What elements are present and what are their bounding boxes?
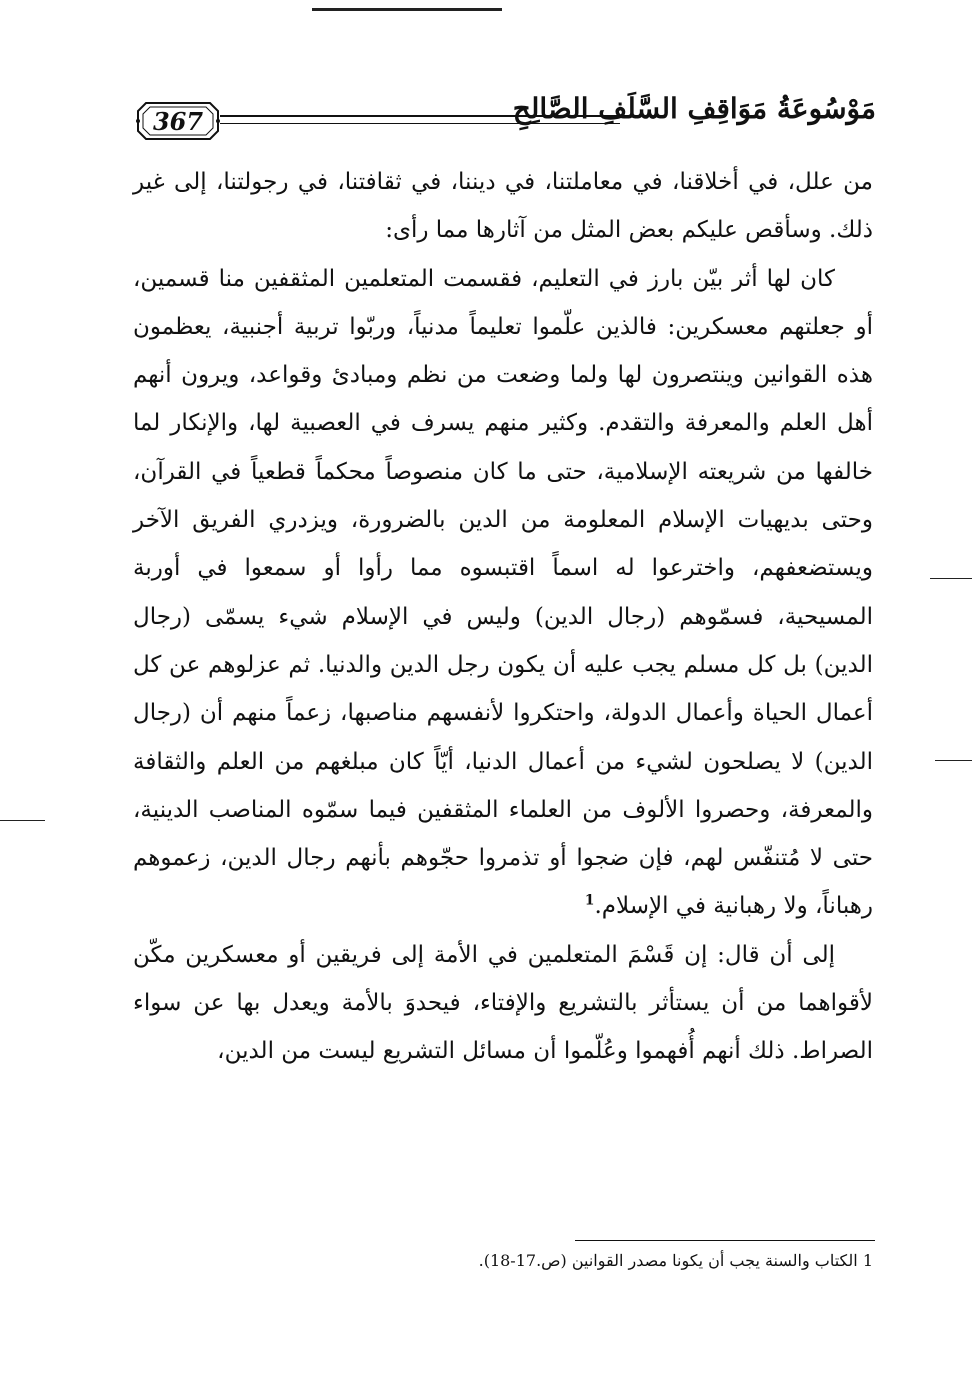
page-number: 367: [152, 106, 204, 136]
paragraph-1: من علل، في أخلاقنا، في معاملتنا، في ديننا، في ثقافتنا، في رجولتنا، إلى غير ذلك. وسأقص عليكم بعض المثل من آثارها مما رأى:: [133, 169, 873, 244]
body-text: [133, 158, 873, 1076]
running-title: مَوْسُوعَةُ مَوَاقِفِ السَّلَفِ الصَّالِحِ: [512, 92, 876, 125]
scan-mark-right: [930, 578, 972, 579]
scan-mark-right-2: [935, 760, 972, 761]
page-header: [128, 90, 876, 156]
scan-mark-top: [312, 8, 502, 11]
footnote: [479, 1251, 873, 1270]
paragraph-2-text: كان لها أثر بيّن بارز في التعليم، فقسمت المتعلمين المثقفين منا قسمين، أو جعلتهم معسكرين: فالذين علّموا تعليماً مدنياً، وربّوا تربية أجنبية، يعظمون هذه القوانين وينتصرون لها ولما وضعت من نظم ومبادئ وقواعد، ويرون أنهم أهل العلم والمعرفة والتقدم. وكثير منهم يسرف في العصبية لها، والإنكار لما خالفها من شريعته الإسلامية، حتى ما كان منصوصاً محكماً قطعياً في القرآن، وحتى بديهيات الإسلام المعلومة من الدين بالضرورة، ويزدري الفريق الآخر ويستضعفهم، واخترعوا له اسماً اقتبسوه مما رأوا أو سمعوا في أوربة المسيحية، فسمّوهم (رجال الدين) وليس في الإسلام شيء يسمّى (رجال الدين) بل كل مسلم يجب عليه أن يكون رجل الدين والدنيا. ثم عزلوهم عن كل أعمال الحياة وأعمال الدولة، واحتكروا لأنفسهم مناصبها، زعماً منهم أن (رجال الدين) لا يصلحون لشيء من أعمال الدنيا، أيّاً كان مبلغهم من العلم والثقافة والمعرفة، وحصروا الألوف من العلماء المثقفين فيما سمّوه المناصب الدينية، حتى لا مُتنفّس لهم، فإن ضجوا أو تذمروا حجّوهم بأنهم رجال الدين، زعموهم رهباناً، ولا رهبانية في الإسلام.: [133, 265, 873, 920]
footnote-reference[interactable]: 1: [584, 892, 595, 909]
footnote-rule: [575, 1240, 875, 1241]
page-number-badge: [136, 100, 220, 142]
scan-mark-left: [0, 820, 45, 821]
paragraph-2: [133, 255, 873, 931]
footnote-text: الكتاب والسنة يجب أن يكونا مصدر القوانين (ص.17-18).: [478, 1251, 858, 1270]
paragraph-3: إلى أن قال: إن قَسْمَ المتعلمين في الأمة إلى فريقين أو معسكرين مكّن لأقواهما من أن يستأثر بالتشريع والإفتاء، فيحدوَ بالأمة ويعدل بها عن سواء الصراط. ذلك أنهم أُفهموا وعُلّموا أن مسائل التشريع ليست من الدين،: [133, 941, 873, 1065]
footnote-marker: 1: [862, 1251, 873, 1270]
